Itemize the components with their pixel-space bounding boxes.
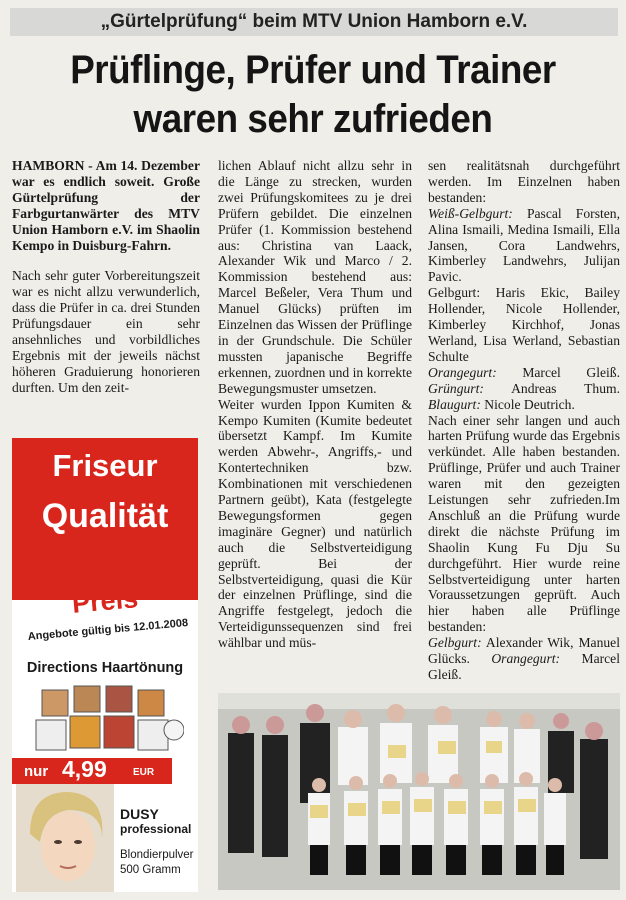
ad-product-name: Directions Haartönung xyxy=(26,660,184,676)
names: Alexander Wik, Manuel Glücks. xyxy=(428,635,620,667)
results-second-exam xyxy=(428,635,620,683)
belt-label: Gelbgurt: xyxy=(428,635,482,651)
names: Andreas Thum. xyxy=(511,380,620,396)
ad-brand-sub: professional xyxy=(120,822,192,836)
price-currency: EUR xyxy=(133,767,155,778)
article-column-2 xyxy=(218,158,412,651)
results-yellow: Gelbgurt: Haris Ekic, Bailey Hollender, Nicole Hollender, Kimberley Kirchhof, Jonas Werland, Lisa Werland, Sebastian Schulte xyxy=(428,285,620,364)
lead-paragraph: HAMBORN - Am 14. Dezember war es endlich soweit. Große Gürtelprüfung der Farbgurtanwärter des MTV Union Hamborn e.V. im Shaolin Kempo in Duisburg-Fahrn. xyxy=(12,158,200,253)
article-column-3 xyxy=(428,158,620,683)
belt-label: Weiß-Gelbgurt: xyxy=(428,205,513,221)
subheadline: „Gürtelprüfung“ beim MTV Union Hamborn e.V. xyxy=(10,8,618,36)
results-white-yellow xyxy=(428,206,620,286)
ad-slogan-line-1: zum besten xyxy=(29,546,181,590)
ad-brand: DUSY xyxy=(120,806,159,822)
price-amount: 4,99 xyxy=(62,756,107,782)
ad-item-name: Blondierpulver xyxy=(120,849,194,861)
paragraph: Weiter wurden Ippon Kumiten & Kempo Kumiten (Kumite bedeutet übersetzt Kampf. Im Kumite werden Abwehr-, Angriffs,- und Kontertechniken bzw. Kombinationen mit verschiedenen Partnern geübt), Kata (festgelegte Bewegungsformen gegen imaginäre Gegner) und natürlich auch die Selbstverteidigung geprüft. Bei der Selbstverteidigung, quasi die Kür der einzelnen Prüflinge, sind die Angriffe festgelegt, jedoch die Verteidigunssequenzen sind frei wählbar und müs- xyxy=(218,396,412,651)
names: Marcel Gleiß. xyxy=(428,651,620,682)
paragraph: Nach sehr guter Vorbereitungszeit war es nicht allzu verwunderlich, dass die Prüfer in ca. drei Stunden Prüfungsdauer ein sehr ansehnliches und vorbildliches Ergebnis mit der jeweils nächst höheren Graduierung honorieren durften. Um den zeit- xyxy=(12,268,200,395)
paragraph: Nach einer sehr langen und auch harten Prüfung wurde das Ergebnis verkündet. Alle haben bestanden. Prüflinge, Prüfer und auch Trainer waren mit den gezeigten Leistungen sehr zufrieden.Im Anschluß an die Prüfung wurde direkt die nächste Prüfung im Shaolin Kung Fu Dju Su durchgeführt. Hier wurde reine Selbstverteidigung unter harten Voraussetzungen geprüft. Auch hier haben alle Prüflinge bestanden: xyxy=(428,412,620,635)
ad-validity: Angebote gültig bis 12.01.2008 xyxy=(27,617,189,643)
belt-label: Grüngurt: xyxy=(428,380,484,396)
paragraph: sen realitätsnah durchgeführt werden. Im Einzelnen haben bestanden: xyxy=(428,158,620,205)
ad-price-bar xyxy=(12,758,172,784)
names: Nicole Deutrich. xyxy=(484,396,575,412)
hair-color-tubs-image xyxy=(34,684,184,756)
belt-label: Orangegurt: xyxy=(428,364,497,380)
headline-line-2: waren sehr zufrieden xyxy=(133,97,493,141)
headline xyxy=(25,46,601,144)
article-column-1 xyxy=(12,158,200,396)
advertisement xyxy=(12,438,198,892)
names: Pascal Forsten, Alina Ismaili, Medina Ismaili, Ella Jansen, Cora Landwehrs, Kimberley Landwehrs, Julijan Pavic. xyxy=(428,205,620,285)
belt-label: Blaugurt: xyxy=(428,396,481,412)
ad-headline-qualitaet: Qualität xyxy=(41,497,169,535)
ad-item xyxy=(120,848,194,878)
belt-label: Orangegurt: xyxy=(491,651,561,667)
price-prefix: nur xyxy=(24,763,49,780)
headline-line-1: Prüflinge, Prüfer und Trainer xyxy=(70,48,556,92)
results-orange-green-blue xyxy=(428,365,620,413)
ad-slogan-line-2: Preis xyxy=(70,583,140,619)
group-photo xyxy=(218,693,620,890)
model-face-image xyxy=(16,784,114,892)
ad-headline-friseur: Friseur xyxy=(52,448,158,483)
ad-item-size: 500 Gramm xyxy=(120,864,181,876)
paragraph: lichen Ablauf nicht allzu sehr in die Länge zu strecken, wurden zwei Prüfungskomitees zu je drei Prüfern gebildet. Die einzelnen Prüfer (1. Kommission bestehend aus: Christina van Laack, Alexander Wik und Marco / 2. Kommission bestehend aus: Marcel Beßeler, Vera Thum und Manuel Glücks) prüften im Einzelnen das Wissen der Prüflinge in der Grundschule. Die Schüler mussten japanische Begriffe erkennen, zuordnen und in korrekte Bewegungsmuster umsetzen. xyxy=(218,158,412,396)
names: Marcel Gleiß. xyxy=(522,364,620,380)
